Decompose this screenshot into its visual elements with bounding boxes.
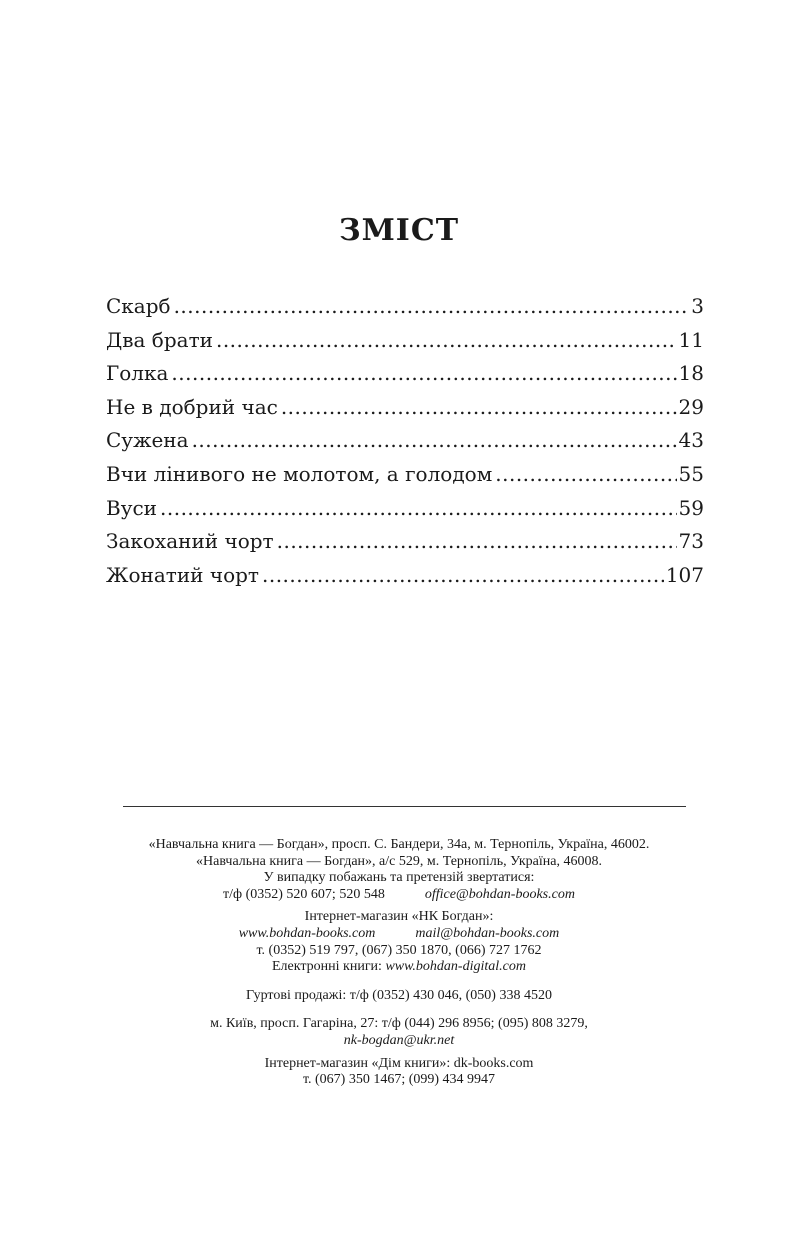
table-of-contents [106, 290, 704, 592]
imprint-shop-email-link[interactable]: mail@bohdan-books.com [415, 925, 560, 941]
page-title: ЗМІСТ [338, 213, 460, 248]
imprint-ebooks-label: Електронні книги: [272, 959, 386, 975]
imprint-ebooks-line [0, 959, 798, 976]
toc-entry-page: 18 [678, 361, 704, 386]
toc-entry[interactable] [106, 492, 704, 526]
toc-entry-page: 73 [678, 529, 704, 554]
imprint-kyiv-address: м. Київ, просп. Гагаріна, 27: т/ф (044) 296 8956; (095) 808 3279, [210, 1016, 588, 1032]
toc-entry-page: 55 [678, 461, 704, 486]
toc-entry[interactable] [106, 290, 704, 324]
divider-rule [123, 806, 686, 807]
toc-leader-dots [216, 324, 677, 358]
toc-entry[interactable] [106, 525, 704, 559]
publisher-imprint [0, 837, 798, 1089]
toc-entry-title: Жонатий чорт [106, 562, 259, 587]
toc-entry[interactable] [106, 357, 704, 391]
toc-entry-page: 59 [678, 495, 704, 520]
imprint-shop-phones: т. (0352) 519 797, (067) 350 1870, (066) 727 1762 [256, 942, 542, 958]
toc-entry[interactable] [106, 559, 704, 593]
toc-leader-dots [262, 559, 664, 593]
toc-entry-title: Голка [106, 361, 169, 386]
toc-entry-title: Не в добрий час [106, 394, 278, 419]
imprint-shop-title: Інтернет-магазин «НК Богдан»: [304, 909, 494, 925]
imprint-phone: т/ф (0352) 520 607; 520 548 [223, 886, 385, 902]
imprint-shop-website-link[interactable]: www.bohdan-books.com [238, 925, 376, 941]
imprint-shop-links [0, 926, 798, 943]
toc-entry-page: 29 [678, 394, 704, 419]
toc-leader-dots [281, 391, 677, 425]
imprint-address-line: «Навчальна книга — Богдан», а/с 529, м. Тернопіль, Україна, 46008. [196, 853, 602, 869]
toc-leader-dots [192, 424, 677, 458]
toc-entry-title: Два брати [106, 327, 213, 352]
imprint-address-line: «Навчальна книга — Богдан», просп. С. Бандери, 34а, м. Тернопіль, Україна, 46002. [148, 837, 650, 852]
imprint-wholesale-line: Гуртові продажі: т/ф (0352) 430 046, (050) 338 4520 [246, 987, 552, 1003]
toc-entry-title: Закоханий чорт [106, 529, 274, 554]
toc-entry[interactable] [106, 324, 704, 358]
toc-entry-title: Сужена [106, 428, 189, 453]
toc-entry-page: 107 [665, 562, 704, 587]
imprint-kyiv-email-link[interactable]: nk-bogdan@ukr.net [343, 1032, 455, 1048]
toc-leader-dots [277, 525, 677, 559]
imprint-contact-line [0, 887, 798, 904]
imprint-dk-shop: Інтернет-магазин «Дім книги»: dk-books.com [264, 1055, 534, 1071]
toc-entry-title: Вуси [106, 495, 157, 520]
toc-entry-title: Скарб [106, 294, 171, 318]
imprint-dk-phones: т. (067) 350 1467; (099) 434 9947 [302, 1072, 496, 1088]
toc-entry[interactable] [106, 458, 704, 492]
imprint-contact-note: У випадку побажань та претензій звертатися: [263, 870, 535, 886]
toc-entry-title: Вчи лінивого не молотом, а голодом [106, 461, 493, 486]
toc-leader-dots [174, 290, 690, 324]
toc-leader-dots [495, 458, 676, 492]
toc-entry[interactable] [106, 391, 704, 425]
imprint-ebooks-link[interactable]: www.bohdan-digital.com [385, 959, 526, 975]
toc-entry-page: 43 [678, 428, 704, 453]
toc-entry[interactable] [106, 424, 704, 458]
toc-entry-page: 3 [691, 294, 704, 318]
toc-leader-dots [171, 357, 676, 391]
toc-leader-dots [160, 492, 677, 526]
toc-entry-page: 11 [678, 327, 704, 352]
imprint-email-link[interactable]: office@bohdan-books.com [424, 886, 575, 902]
